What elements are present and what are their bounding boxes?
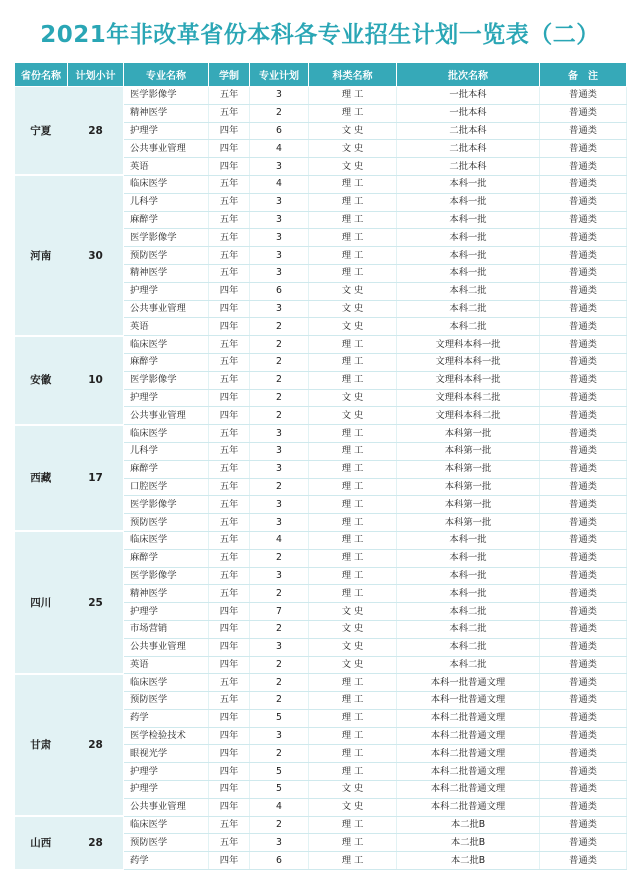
category-cell: 理 工: [309, 247, 397, 265]
table-row: [15, 816, 627, 834]
major-plan-cell: 3: [250, 211, 309, 229]
remarks-cell: 普通类: [540, 371, 627, 389]
remarks-cell: 普通类: [540, 442, 627, 460]
major-plan-cell: 2: [250, 371, 309, 389]
major-plan-cell: 2: [250, 745, 309, 763]
duration-cell: 五年: [209, 87, 250, 105]
batch-cell: 本科一批: [397, 247, 540, 265]
batch-cell: 文理科本科二批: [397, 389, 540, 407]
major-plan-cell: 5: [250, 763, 309, 781]
remarks-cell: 普通类: [540, 585, 627, 603]
table-body: [15, 87, 627, 870]
remarks-cell: 普通类: [540, 247, 627, 265]
category-cell: 文 史: [309, 798, 397, 816]
major-name-cell: 麻醉学: [124, 211, 209, 229]
major-plan-cell: 3: [250, 567, 309, 585]
remarks-cell: 普通类: [540, 531, 627, 549]
major-name-cell: 临床医学: [124, 336, 209, 354]
duration-cell: 五年: [209, 425, 250, 443]
table-row: [15, 674, 627, 692]
major-plan-cell: 6: [250, 282, 309, 300]
major-name-cell: 预防医学: [124, 514, 209, 532]
category-cell: 理 工: [309, 87, 397, 105]
remarks-cell: 普通类: [540, 496, 627, 514]
table-header-row: [15, 63, 627, 87]
duration-cell: 五年: [209, 834, 250, 852]
major-name-cell: 英语: [124, 656, 209, 674]
category-cell: 文 史: [309, 389, 397, 407]
category-cell: 理 工: [309, 264, 397, 282]
duration-cell: 四年: [209, 140, 250, 158]
batch-cell: 本科第一批: [397, 460, 540, 478]
category-cell: 理 工: [309, 531, 397, 549]
category-cell: 理 工: [309, 478, 397, 496]
major-name-cell: 公共事业管理: [124, 140, 209, 158]
major-name-cell: 公共事业管理: [124, 300, 209, 318]
major-name-cell: 护理学: [124, 282, 209, 300]
batch-cell: 本科二批: [397, 603, 540, 621]
batch-cell: 文理科本科一批: [397, 353, 540, 371]
duration-cell: 四年: [209, 389, 250, 407]
province-cell: 安徽: [15, 336, 68, 425]
header-duration: 学制: [209, 63, 250, 87]
duration-cell: 五年: [209, 264, 250, 282]
major-plan-cell: 2: [250, 549, 309, 567]
category-cell: 理 工: [309, 585, 397, 603]
duration-cell: 四年: [209, 709, 250, 727]
major-name-cell: 临床医学: [124, 674, 209, 692]
duration-cell: 五年: [209, 371, 250, 389]
major-name-cell: 预防医学: [124, 692, 209, 710]
major-plan-cell: 2: [250, 816, 309, 834]
remarks-cell: 普通类: [540, 656, 627, 674]
remarks-cell: 普通类: [540, 727, 627, 745]
duration-cell: 四年: [209, 603, 250, 621]
major-name-cell: 麻醉学: [124, 549, 209, 567]
major-plan-cell: 3: [250, 247, 309, 265]
remarks-cell: 普通类: [540, 353, 627, 371]
category-cell: 理 工: [309, 442, 397, 460]
category-cell: 文 史: [309, 620, 397, 638]
duration-cell: 五年: [209, 211, 250, 229]
batch-cell: 本二批B: [397, 834, 540, 852]
remarks-cell: 普通类: [540, 514, 627, 532]
major-plan-cell: 3: [250, 264, 309, 282]
major-name-cell: 预防医学: [124, 247, 209, 265]
remarks-cell: 普通类: [540, 229, 627, 247]
category-cell: 理 工: [309, 549, 397, 567]
duration-cell: 四年: [209, 798, 250, 816]
major-name-cell: 护理学: [124, 122, 209, 140]
category-cell: 理 工: [309, 852, 397, 870]
major-name-cell: 护理学: [124, 781, 209, 799]
category-cell: 理 工: [309, 175, 397, 193]
major-plan-cell: 4: [250, 798, 309, 816]
duration-cell: 四年: [209, 727, 250, 745]
remarks-cell: 普通类: [540, 122, 627, 140]
province-cell: 河南: [15, 175, 68, 335]
category-cell: 文 史: [309, 638, 397, 656]
major-name-cell: 精神医学: [124, 585, 209, 603]
major-plan-cell: 3: [250, 638, 309, 656]
batch-cell: 本科一批: [397, 193, 540, 211]
batch-cell: 本科一批: [397, 211, 540, 229]
major-plan-cell: 4: [250, 140, 309, 158]
major-name-cell: 医学影像学: [124, 87, 209, 105]
duration-cell: 四年: [209, 158, 250, 176]
duration-cell: 四年: [209, 763, 250, 781]
duration-cell: 五年: [209, 674, 250, 692]
major-plan-cell: 3: [250, 425, 309, 443]
header-province: 省份名称: [15, 63, 68, 87]
major-plan-cell: 3: [250, 514, 309, 532]
enrollment-table: [14, 62, 627, 871]
category-cell: 文 史: [309, 656, 397, 674]
duration-cell: 四年: [209, 745, 250, 763]
major-name-cell: 医学影像学: [124, 371, 209, 389]
category-cell: 理 工: [309, 727, 397, 745]
remarks-cell: 普通类: [540, 407, 627, 425]
category-cell: 理 工: [309, 674, 397, 692]
category-cell: 理 工: [309, 193, 397, 211]
subtotal-cell: 30: [68, 175, 124, 335]
category-cell: 文 史: [309, 781, 397, 799]
table-row: [15, 175, 627, 193]
remarks-cell: 普通类: [540, 674, 627, 692]
category-cell: 理 工: [309, 229, 397, 247]
major-name-cell: 口腔医学: [124, 478, 209, 496]
page-title: 2021年非改革省份本科各专业招生计划一览表（二）: [40, 22, 600, 48]
header-major: 专业名称: [124, 63, 209, 87]
remarks-cell: 普通类: [540, 175, 627, 193]
category-cell: 理 工: [309, 567, 397, 585]
major-plan-cell: 2: [250, 478, 309, 496]
major-plan-cell: 2: [250, 407, 309, 425]
major-name-cell: 临床医学: [124, 175, 209, 193]
duration-cell: 五年: [209, 247, 250, 265]
major-name-cell: 英语: [124, 318, 209, 336]
category-cell: 文 史: [309, 158, 397, 176]
major-plan-cell: 2: [250, 318, 309, 336]
major-name-cell: 护理学: [124, 603, 209, 621]
remarks-cell: 普通类: [540, 193, 627, 211]
header-major-plan: 专业计划: [250, 63, 309, 87]
category-cell: 理 工: [309, 336, 397, 354]
major-plan-cell: 2: [250, 353, 309, 371]
major-name-cell: 医学检验技术: [124, 727, 209, 745]
category-cell: 文 史: [309, 603, 397, 621]
category-cell: 理 工: [309, 834, 397, 852]
duration-cell: 五年: [209, 229, 250, 247]
remarks-cell: 普通类: [540, 603, 627, 621]
major-name-cell: 公共事业管理: [124, 798, 209, 816]
table-row: [15, 425, 627, 443]
category-cell: 理 工: [309, 816, 397, 834]
duration-cell: 五年: [209, 514, 250, 532]
batch-cell: 本科二批: [397, 300, 540, 318]
batch-cell: 本科第一批: [397, 442, 540, 460]
subtotal-cell: 28: [68, 87, 124, 176]
remarks-cell: 普通类: [540, 158, 627, 176]
remarks-cell: 普通类: [540, 745, 627, 763]
province-cell: 甘肃: [15, 674, 68, 816]
header-remarks: 备 注: [540, 63, 627, 87]
batch-cell: 本科二批普通文理: [397, 727, 540, 745]
remarks-cell: 普通类: [540, 140, 627, 158]
remarks-cell: 普通类: [540, 852, 627, 870]
major-name-cell: 市场营销: [124, 620, 209, 638]
major-plan-cell: 2: [250, 692, 309, 710]
subtotal-cell: 17: [68, 425, 124, 532]
major-plan-cell: 3: [250, 158, 309, 176]
batch-cell: 本科一批: [397, 531, 540, 549]
remarks-cell: 普通类: [540, 763, 627, 781]
subtotal-cell: 25: [68, 531, 124, 673]
category-cell: 理 工: [309, 496, 397, 514]
major-name-cell: 药学: [124, 852, 209, 870]
duration-cell: 四年: [209, 282, 250, 300]
major-name-cell: 公共事业管理: [124, 638, 209, 656]
duration-cell: 五年: [209, 336, 250, 354]
duration-cell: 五年: [209, 175, 250, 193]
remarks-cell: 普通类: [540, 567, 627, 585]
province-cell: 山西: [15, 816, 68, 869]
major-plan-cell: 3: [250, 442, 309, 460]
remarks-cell: 普通类: [540, 798, 627, 816]
major-name-cell: 临床医学: [124, 531, 209, 549]
category-cell: 理 工: [309, 211, 397, 229]
remarks-cell: 普通类: [540, 549, 627, 567]
duration-cell: 四年: [209, 300, 250, 318]
batch-cell: 本科第一批: [397, 514, 540, 532]
remarks-cell: 普通类: [540, 692, 627, 710]
batch-cell: 二批本科: [397, 140, 540, 158]
header-subtotal: 计划小计: [68, 63, 124, 87]
header-category: 科类名称: [309, 63, 397, 87]
remarks-cell: 普通类: [540, 389, 627, 407]
major-plan-cell: 2: [250, 656, 309, 674]
category-cell: 文 史: [309, 300, 397, 318]
major-name-cell: 儿科学: [124, 442, 209, 460]
major-name-cell: 医学影像学: [124, 229, 209, 247]
major-plan-cell: 3: [250, 300, 309, 318]
major-plan-cell: 6: [250, 122, 309, 140]
batch-cell: 本二批B: [397, 816, 540, 834]
duration-cell: 五年: [209, 104, 250, 122]
remarks-cell: 普通类: [540, 282, 627, 300]
major-name-cell: 公共事业管理: [124, 407, 209, 425]
major-plan-cell: 3: [250, 727, 309, 745]
major-plan-cell: 6: [250, 852, 309, 870]
major-name-cell: 眼视光学: [124, 745, 209, 763]
table-row: [15, 336, 627, 354]
remarks-cell: 普通类: [540, 425, 627, 443]
category-cell: 理 工: [309, 371, 397, 389]
major-name-cell: 医学影像学: [124, 496, 209, 514]
category-cell: 文 史: [309, 282, 397, 300]
province-cell: 西藏: [15, 425, 68, 532]
duration-cell: 五年: [209, 193, 250, 211]
major-name-cell: 临床医学: [124, 425, 209, 443]
remarks-cell: 普通类: [540, 318, 627, 336]
duration-cell: 五年: [209, 585, 250, 603]
batch-cell: 本科一批: [397, 175, 540, 193]
remarks-cell: 普通类: [540, 478, 627, 496]
major-name-cell: 英语: [124, 158, 209, 176]
category-cell: 理 工: [309, 514, 397, 532]
remarks-cell: 普通类: [540, 781, 627, 799]
batch-cell: 本科二批: [397, 318, 540, 336]
table-row: [15, 87, 627, 105]
subtotal-cell: 28: [68, 674, 124, 816]
duration-cell: 四年: [209, 781, 250, 799]
duration-cell: 五年: [209, 531, 250, 549]
duration-cell: 四年: [209, 620, 250, 638]
category-cell: 文 史: [309, 122, 397, 140]
batch-cell: 本科二批普通文理: [397, 798, 540, 816]
batch-cell: 本科第一批: [397, 496, 540, 514]
category-cell: 理 工: [309, 745, 397, 763]
major-plan-cell: 3: [250, 229, 309, 247]
batch-cell: 本科第一批: [397, 425, 540, 443]
category-cell: 理 工: [309, 104, 397, 122]
duration-cell: 四年: [209, 638, 250, 656]
batch-cell: 本二批B: [397, 852, 540, 870]
remarks-cell: 普通类: [540, 264, 627, 282]
major-plan-cell: 3: [250, 496, 309, 514]
major-plan-cell: 2: [250, 585, 309, 603]
duration-cell: 五年: [209, 353, 250, 371]
remarks-cell: 普通类: [540, 211, 627, 229]
batch-cell: 本科一批: [397, 585, 540, 603]
duration-cell: 五年: [209, 460, 250, 478]
batch-cell: 本科二批普通文理: [397, 763, 540, 781]
major-plan-cell: 7: [250, 603, 309, 621]
major-plan-cell: 2: [250, 336, 309, 354]
remarks-cell: 普通类: [540, 816, 627, 834]
major-plan-cell: 5: [250, 709, 309, 727]
duration-cell: 五年: [209, 549, 250, 567]
duration-cell: 四年: [209, 318, 250, 336]
category-cell: 文 史: [309, 140, 397, 158]
remarks-cell: 普通类: [540, 834, 627, 852]
batch-cell: 本科二批普通文理: [397, 709, 540, 727]
remarks-cell: 普通类: [540, 638, 627, 656]
duration-cell: 五年: [209, 816, 250, 834]
duration-cell: 五年: [209, 692, 250, 710]
batch-cell: 文理科本科一批: [397, 371, 540, 389]
category-cell: 文 史: [309, 318, 397, 336]
major-plan-cell: 2: [250, 674, 309, 692]
province-cell: 宁夏: [15, 87, 68, 176]
category-cell: 理 工: [309, 460, 397, 478]
major-plan-cell: 3: [250, 460, 309, 478]
major-name-cell: 儿科学: [124, 193, 209, 211]
duration-cell: 五年: [209, 478, 250, 496]
duration-cell: 五年: [209, 442, 250, 460]
category-cell: 理 工: [309, 709, 397, 727]
batch-cell: 文理科本科一批: [397, 336, 540, 354]
duration-cell: 四年: [209, 407, 250, 425]
major-name-cell: 护理学: [124, 389, 209, 407]
duration-cell: 四年: [209, 852, 250, 870]
batch-cell: 二批本科: [397, 158, 540, 176]
category-cell: 理 工: [309, 692, 397, 710]
batch-cell: 本科二批普通文理: [397, 781, 540, 799]
subtotal-cell: 10: [68, 336, 124, 425]
major-plan-cell: 2: [250, 104, 309, 122]
batch-cell: 本科一批: [397, 229, 540, 247]
batch-cell: 本科一批: [397, 549, 540, 567]
duration-cell: 四年: [209, 122, 250, 140]
batch-cell: 文理科本科二批: [397, 407, 540, 425]
header-batch: 批次名称: [397, 63, 540, 87]
subtotal-cell: 28: [68, 816, 124, 869]
major-name-cell: 麻醉学: [124, 460, 209, 478]
remarks-cell: 普通类: [540, 336, 627, 354]
batch-cell: 本科二批: [397, 620, 540, 638]
batch-cell: 本科一批普通文理: [397, 692, 540, 710]
category-cell: 理 工: [309, 425, 397, 443]
major-name-cell: 精神医学: [124, 264, 209, 282]
duration-cell: 五年: [209, 567, 250, 585]
major-plan-cell: 3: [250, 87, 309, 105]
major-name-cell: 护理学: [124, 763, 209, 781]
batch-cell: 本科一批普通文理: [397, 674, 540, 692]
major-plan-cell: 4: [250, 531, 309, 549]
major-plan-cell: 3: [250, 834, 309, 852]
category-cell: 理 工: [309, 353, 397, 371]
table-row: [15, 531, 627, 549]
major-plan-cell: 5: [250, 781, 309, 799]
major-name-cell: 药学: [124, 709, 209, 727]
remarks-cell: 普通类: [540, 709, 627, 727]
batch-cell: 本科二批: [397, 282, 540, 300]
remarks-cell: 普通类: [540, 300, 627, 318]
province-cell: 四川: [15, 531, 68, 673]
remarks-cell: 普通类: [540, 104, 627, 122]
major-plan-cell: 3: [250, 193, 309, 211]
remarks-cell: 普通类: [540, 620, 627, 638]
batch-cell: 本科二批: [397, 656, 540, 674]
major-name-cell: 预防医学: [124, 834, 209, 852]
major-name-cell: 精神医学: [124, 104, 209, 122]
batch-cell: 二批本科: [397, 122, 540, 140]
major-name-cell: 医学影像学: [124, 567, 209, 585]
batch-cell: 本科二批: [397, 638, 540, 656]
batch-cell: 本科一批: [397, 264, 540, 282]
batch-cell: 本科一批: [397, 567, 540, 585]
major-plan-cell: 4: [250, 175, 309, 193]
batch-cell: 本科第一批: [397, 478, 540, 496]
remarks-cell: 普通类: [540, 87, 627, 105]
major-plan-cell: 2: [250, 620, 309, 638]
category-cell: 理 工: [309, 763, 397, 781]
major-name-cell: 麻醉学: [124, 353, 209, 371]
duration-cell: 四年: [209, 656, 250, 674]
batch-cell: 一批本科: [397, 104, 540, 122]
remarks-cell: 普通类: [540, 460, 627, 478]
category-cell: 文 史: [309, 407, 397, 425]
major-name-cell: 临床医学: [124, 816, 209, 834]
major-plan-cell: 2: [250, 389, 309, 407]
duration-cell: 五年: [209, 496, 250, 514]
batch-cell: 本科二批普通文理: [397, 745, 540, 763]
batch-cell: 一批本科: [397, 87, 540, 105]
